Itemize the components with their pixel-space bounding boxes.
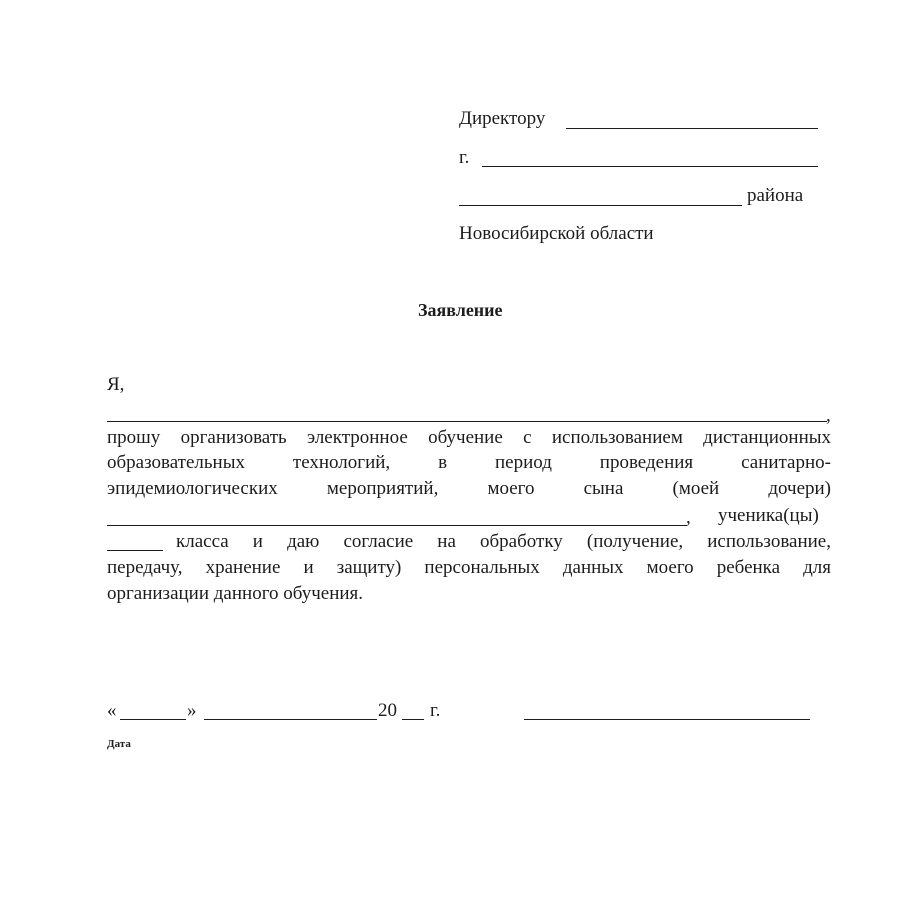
director-name-line [566,128,818,129]
body-line-2: образовательных технологий, в период проведения санитарно- [107,452,831,473]
date-quote-close: » [187,700,197,721]
date-caption: Дата [107,738,131,750]
applicant-name-line [107,421,827,422]
document-title: Заявление [418,300,503,320]
signature-line [524,719,810,720]
body-line-6: организации данного обучения. [107,583,364,604]
city-label: г. [459,147,470,168]
body-line-1: прошу организовать электронное обучение с использованием дистанционных [107,427,831,448]
city-name-line [482,166,818,167]
pupil-label: ученика(цы) [718,505,819,526]
body-line-3: эпидемиологических мероприятий, моего сына (моей дочери) [107,478,831,499]
year-suffix: г. [430,700,441,721]
child-line-comma: , [686,507,691,528]
child-name-line [107,525,687,526]
date-day-line [120,719,186,720]
region-label: Новосибирской области [459,223,654,244]
body-line-5: передачу, хранение и защиту) персональных данных моего ребенка для [107,557,831,578]
district-label: района [747,185,804,206]
director-label: Директору [459,108,546,129]
district-name-line [459,205,742,206]
date-year-line [402,719,424,720]
date-month-line [204,719,377,720]
year-prefix: 20 [378,700,397,721]
date-quote-open: « [107,700,117,721]
applicant-line-comma: , [826,405,831,426]
class-number-line [107,550,163,551]
applicant-intro: Я, [107,374,125,395]
body-line-4: класса и даю согласие на обработку (получение, использование, [176,531,831,552]
